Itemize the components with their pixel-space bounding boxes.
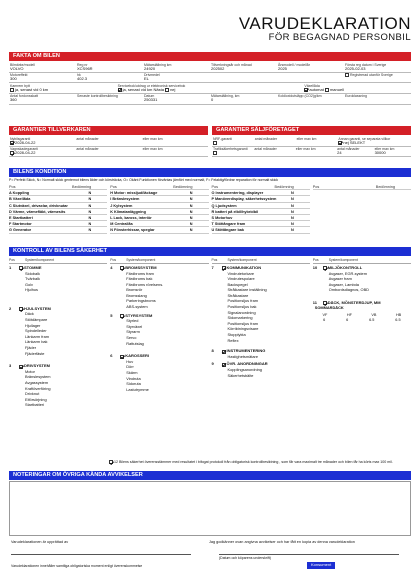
vehicle-row-4: Antal fordonsskatt 360 Senaste kontrollbesiktning Datum 250331 Mätarställning, km 0 Koldioxidutsläpp (CO2)g/km Euroklassning bbox=[9, 94, 411, 105]
traffic-warranty-checkbox[interactable] bbox=[213, 151, 217, 155]
control-group: 6 KAROSSERI Huv Dörr Skärm Vindruta Sidoruta Lastutrymme bbox=[110, 353, 150, 392]
service-book-cell: Servicebok/utdrag ur elektronisk servicebok ja, senast vid km Nästa nej bbox=[117, 83, 186, 92]
section-control: KONTROLL AV BILENS SÄKERHET bbox=[9, 247, 411, 256]
control-col-4: Pos System/komponent 10 MILJÖKONTROLL Avgaser, EGR-system Avgaser fram Avgaser, Lambda Ombordsdiagnos, OBD 11 DÄCK, MÖNSTERDJUP, MM SOMMARDÄCK VF HF VB HB 6 6 6.5 6.5 bbox=[313, 259, 411, 408]
control-group: 2 HJULSYSTEM Däck Stötdämpare Hjullager Spindelleder Länkarm fram Länkarm bak Fjäder Fjäderfäste bbox=[9, 305, 51, 356]
karosseri-checkbox[interactable] bbox=[120, 355, 124, 359]
condition-item: E Startbatteri N bbox=[9, 215, 107, 221]
condition-item: B Växellåda N bbox=[9, 196, 107, 202]
vehicle-row-3 bbox=[9, 83, 411, 94]
condition-col-3: Pos Bedömning O Instrumentering, displayer N P Manöverdisplay, säkerhetssystem N Q Ljudsystem N R batteri på elbil/hybridbil N S Motorhuv N T Stöttångare fram N U Stöttångare bak N bbox=[212, 184, 310, 234]
control-group: 8 INSTRUMENTERING Hastighetsmätare bbox=[211, 348, 266, 359]
brand-model-cell: Bilmärke/modell VOLVO bbox=[10, 62, 35, 71]
miljo-checkbox[interactable] bbox=[323, 266, 327, 270]
hjulsystem-checkbox[interactable] bbox=[19, 307, 23, 311]
condition-item: K Klimatanläggning N bbox=[110, 209, 208, 215]
control-col-2: Pos System/komponent 4 BROMSSYSTEM Färdbroms fram Färdbroms bak Färdbroms rörelsens. Bromsrör Bromsslang Parkeringsbroms ABS-system 5 STYRSYSTEM Styrled Styrväxel Styrarm Servo Rattutslag 6 KAROSSERI Huv Dörr Skärm Vindruta Sidoruta Lastutrymme bbox=[110, 259, 208, 408]
section-notes: NOTERINGAR OM ÖVRIGA KÄNDA AVVIKELSER bbox=[9, 471, 411, 480]
kommunikation-checkbox[interactable] bbox=[222, 266, 226, 270]
section-condition: BILENS KONDITION bbox=[9, 168, 411, 177]
model-year-cell: Årsmodell / modellår 2025 bbox=[278, 62, 310, 71]
condition-item: H Motor: missljud/läckage N bbox=[110, 190, 208, 196]
power-kw-cell: Motoreffekt 300 bbox=[10, 73, 28, 82]
stomme-checkbox[interactable] bbox=[19, 266, 23, 270]
condition-item: T Stöttångare fram N bbox=[212, 221, 310, 227]
condition-item: L Lack, kaross, interiör N bbox=[110, 215, 208, 221]
timing-belt-checkbox[interactable] bbox=[10, 88, 14, 92]
tire-depth-head: VF HF VB HB bbox=[322, 313, 402, 318]
condition-col-1: Pos Bedömning A Koppling N B Växellåda N C Slutväxel, drivaxlar, drivknutar N D Värme, värmefläkt, värmesits N E Startbatteri N F Startmotor N G Generator N bbox=[9, 184, 107, 234]
styr-checkbox[interactable] bbox=[120, 314, 124, 318]
fuel-cell: Drivmedel EL bbox=[144, 73, 160, 82]
consumer-badge: Konsument bbox=[307, 562, 335, 569]
gearbox-automat-checkbox[interactable] bbox=[304, 88, 308, 92]
nrf-warranty-checkbox[interactable] bbox=[213, 141, 217, 145]
condition-item: P Manöverdisplay, säkerhetssystem N bbox=[212, 196, 310, 202]
logo-area bbox=[9, 12, 79, 46]
section-maker-warranty: GARANTIER TILLVERKAREN bbox=[9, 126, 208, 135]
inspection-note: 12 Bilens säkerhet överensstämmer med resultatet i bifogat protokoll från obligatorisk kontrollbesiktning , som får vara maximalt tre månader och bilen får ha körts max 100 mil. bbox=[109, 460, 409, 464]
condition-item: I Bränslesystem N bbox=[110, 196, 208, 202]
condition-item: A Koppling N bbox=[9, 190, 107, 196]
gearbox-cell: Växellåda automat manuell bbox=[304, 83, 344, 92]
control-group: 1 STOMME Sidobalk Tvärbalk Golv Hjulhus bbox=[9, 264, 42, 293]
control-col-1: Pos System/komponent 1 STOMME Sidobalk Tvärbalk Golv Hjulhus 2 HJULSYSTEM Däck Stötdämpare Hjullager Spindelleder Länkarm fram Länkarm bak Fjäder Fjäderfäste 3 DRIVSYSTEM Motor Bränslesystem Avgassystem Kraftöverföring Drivknut Elförsörjning Startbatteri bbox=[9, 259, 107, 408]
seller-signature-line[interactable] bbox=[11, 554, 191, 556]
condition-col-2: Pos Bedömning H Motor: missljud/läckage N I Bränslesystem N J Kylsystem N K Klimatanläggning N L Lack, kaross, interiör N M Centrallås N N Fönsterhissar, speglar N bbox=[110, 184, 208, 234]
dack-checkbox[interactable] bbox=[323, 301, 327, 305]
condition-item: S Motorhuv N bbox=[212, 215, 310, 221]
vehicle-facts bbox=[9, 62, 411, 105]
control-group: 9 ÖVR. ANORDNINGAR Kopplingsanordning Säkerhetsbälte bbox=[211, 361, 268, 378]
service-yes-checkbox[interactable] bbox=[118, 88, 122, 92]
condition-item: C Slutväxel, drivaxlar, drivknutar N bbox=[9, 203, 107, 209]
other-warranty-checkbox[interactable] bbox=[338, 141, 342, 145]
condition-item: F Startmotor N bbox=[9, 221, 107, 227]
condition-item: U Stöttångare bak N bbox=[212, 227, 310, 233]
condition-item: D Värme, värmefläkt, värmesits N bbox=[9, 209, 107, 215]
page-subtitle: FÖR BEGAGNAD PERSONBIL bbox=[268, 32, 411, 43]
drivsystem-checkbox[interactable] bbox=[19, 365, 23, 369]
section-seller-warranty: GARANTIER SÄLJFÖRETAGET bbox=[212, 126, 411, 135]
vehicle-row-2 bbox=[9, 73, 411, 84]
broms-checkbox[interactable] bbox=[120, 266, 124, 270]
reg-cell: Reg nr XCS96R bbox=[77, 62, 93, 71]
condition-item: O Instrumentering, displayer N bbox=[212, 190, 310, 196]
manufacture-cell: Tillverkningsår och månad 202502 bbox=[211, 62, 252, 71]
footer-note: Varudeklarationen innehåller samtliga obligatoriska moment enligt överenskommelse bbox=[11, 564, 143, 568]
inspection-checkbox[interactable] bbox=[109, 460, 113, 464]
odometer-cell: Mätarställning km 24920 bbox=[144, 62, 172, 71]
seller-warranty: NRF-garanti antal månader eller max km Annan garanti, se separata villkor nej SELEKT Trafiksäkerhetsgaranti antal månader eller max km antal månader 24 eller max km 30000 bbox=[212, 136, 411, 157]
condition-item: R batteri på elbil/hybridbil N bbox=[212, 209, 310, 215]
control-group: 11 DÄCK, MÖNSTERDJUP, MM SOMMARDÄCK VF HF VB HB 6 6 6.5 6.5 bbox=[313, 301, 411, 323]
control-col-3: Pos System/komponent 7 KOMMUNIKATION Vindrutetorkare Vindrutespolare Backspegel Strålkastare inställning Strålkastare Positionsljus fram Positionsljus bak Signalanordning Sidomarkering Positionsljus fram Körriktningsvisare Stopplykta Reflex 8 INSTRUMENTERING Hastighetsmätare 9 ÖVR. ANORDNINGAR Kopplingsanordning Säkerhetsbälte bbox=[212, 259, 310, 408]
control-group: 3 DRIVSYSTEM Motor Bränslesystem Avgassystem Kraftöverföring Drivknut Elförsörjning Startbatteri bbox=[9, 363, 51, 408]
service-no-checkbox[interactable] bbox=[165, 88, 169, 92]
notes-field[interactable] bbox=[9, 481, 411, 536]
new-car-warranty-checkbox[interactable] bbox=[10, 141, 14, 145]
condition-columns bbox=[9, 184, 411, 234]
control-group: 7 KOMMUNIKATION Vindrutetorkare Vindrutespolare Backspegel Strålkastare inställning Strålkastare Positionsljus fram Positionsljus bak Signalanordning Sidomarkering Positionsljus fram Körriktningsvisare Stopplykta Reflex bbox=[211, 264, 267, 343]
vehicle-row-1 bbox=[9, 62, 411, 73]
damage-warranty-checkbox[interactable] bbox=[10, 151, 14, 155]
buyer-signature-line[interactable]: (Datum och köparens underskrift) bbox=[219, 554, 399, 560]
page-title: VARUDEKLARATION bbox=[238, 14, 411, 33]
control-group: 10 MILJÖKONTROLL Avgaser, EGR-system Avgaser fram Avgaser, Lambda Ombordsdiagnos, OBD bbox=[312, 264, 369, 293]
condition-item: G Generator N bbox=[9, 227, 107, 233]
condition-item: Q Ljudsystem N bbox=[212, 203, 310, 209]
declaration-page: VARUDEKLARATION FÖR BEGAGNAD PERSONBIL FAKTA OM BILEN Bilmärke/modell VOLVO Reg nr XCS96R Mätarställning km 24920 Tillverkningsår och månad 202502 Årsmodell / modellår 2025 Första reg datum i Sverige 2025-02-03 Motoreffekt 300 hk 402.3 Drivmedel EL Registrerad utanför Sverige Kamrem bytt ja, senast vid 0 km Servicebok/utdrag ur elektronisk servicebok ja, senast vid km Nästa nej Växellåda automat manuell Antal fordonsskatt 360 Senaste kontrollbesiktning Datum 250331 Mätarställning, km 0 Koldioxidutsläpp (CO2)g/km Euroklassning GARANTIER TILLVERKAREN GARANTIER SÄLJFÖRETAGET Nybilsgaranti 2028-04-22 antal månader eller max km Vagnskadegaranti 2028-04-22 antal månader eller max km NRF-garanti antal månader eller max km Annan garanti, se separata villkor nej SELEKT Trafiksäkerhetsgaranti antal månader eller max km antal månader 24 eller max km 30000 BILENS KONDITION P= Perfekt Skick, N= Normalt skick gentemot bilens ålder och körsträcka, O= Okänt Funktionen förväntas jämfört med normalt, F= Felaktig/fördrar reparation för normalt skick Pos Bedömning A Koppling N B Växellåda N C Slutväxel, drivaxlar, drivknutar N D Värme, värmefläkt, värmesits N E Startbatteri N F Startmotor N G Generator N Pos Bedömning H Motor: missljud/läckage N I Bränslesystem N J Kylsystem N K Klimatanläggning N L Lack, kaross, interiör N M Centrallås N N Fönsterhissar, speglar N Pos Bedömning O Instrumentering, displayer N P Manöverdisplay, säkerhetssystem N Q Ljudsystem N R batteri på elbil/hybridbil N S Motorhuv N T Stöttångare fram N U Stöttångare bak N Pos Bedömning KONTROLL AV BILENS SÄKERHET Pos System/komponent 1 STOMME Sidobalk Tvärbalk Golv Hjulhus 2 HJULSYSTEM Däck Stötdämpare Hjullager Spindelleder Länkarm fram Länkarm bak Fjäder Fjäderfäste 3 DRIVSYSTEM Motor Bränslesystem Avgassystem Kraftöverföring Drivknut Elförsörjning Startbatteri Pos System/komponent 4 BROMSSYSTEM Färdbroms fram Färdbroms bak Färdbroms rörelsens. Bromsrör Bromsslang Parkeringsbroms ABS-system 5 STYRSYSTEM Styrled Styrväxel Styrarm Servo Rattutslag 6 KAROSSERI Huv Dörr Skärm Vindruta Sidoruta Lastutrymme Pos System/komponent 7 KOMMUNIKATION Vindrutetorkare Vindrutespolare Backspegel Strålkastare inställning Strålkastare Positionsljus fram Positionsljus bak Signalanordning Sidomarkering Positionsljus fram Körriktningsvisare Stopplykta Reflex 8 INSTRUMENTERING Hastighetsmätare 9 ÖVR. ANORDNINGAR Kopplingsanordning Säkerhetsbälte Pos System/komponent 10 MILJÖKONTROLL Avgaser, EGR-system Avgaser fram Avgaser, Lambda Ombordsdiagnos, OBD 11 DÄCK, MÖNSTERDJUP, MM SOMMARDÄCK VF HF VB HB 6 6 6.5 6.5 12 Bilens säkerhet överensstämmer med resultatet i bifogat protokoll från obligatorisk kontrollbesiktning , som får vara maximalt tre månader och bilen får ha körts max 100 mil. NOTERINGAR OM ÖVRIGA KÄNDA AVVIKELSER Varudeklarationen är upprättad av Jag godkänner ovan angivna avvikelser och har fått en kopia av denna varudeklaration (Datum och köparens underskrift) Varudeklarationen innehåller samtliga obligatoriska moment enligt överenskommelse Konsument bbox=[9, 14, 411, 568]
control-group: 4 BROMSSYSTEM Färdbroms fram Färdbroms bak Färdbroms rörelsens. Bromsrör Bromsslang Parkeringsbroms ABS-system bbox=[110, 264, 164, 310]
condition-legend: P= Perfekt Skick, N= Normalt skick gentemot bilens ålder och körsträcka, O= Okänt Funktionen förväntas jämfört med normalt, F= Felaktig/fördrar reparation för normalt skick bbox=[9, 178, 279, 182]
first-reg-cell: Första reg datum i Sverige 2025-02-03 bbox=[345, 62, 387, 71]
gearbox-manual-checkbox[interactable] bbox=[325, 88, 329, 92]
power-hk-cell: hk 402.3 bbox=[77, 73, 88, 82]
maker-warranty: Nybilsgaranti 2028-04-22 antal månader eller max km Vagnskadegaranti 2028-04-22 antal månader eller max km bbox=[9, 136, 208, 157]
condition-item: N Fönsterhissar, speglar N bbox=[110, 227, 208, 233]
condition-item: J Kylsystem N bbox=[110, 203, 208, 209]
foreign-reg-cell: Registrerad utanför Sverige bbox=[344, 73, 411, 83]
instrument-checkbox[interactable] bbox=[222, 350, 226, 354]
condition-item: M Centrallås N bbox=[110, 221, 208, 227]
control-columns bbox=[9, 259, 411, 408]
section-vehicle: FAKTA OM BILEN bbox=[9, 52, 411, 61]
timing-belt-cell: Kamrem bytt ja, senast vid 0 km bbox=[10, 83, 49, 92]
foreign-reg-checkbox[interactable] bbox=[345, 73, 349, 77]
control-group: 5 STYRSYSTEM Styrled Styrväxel Styrarm Servo Rattutslag bbox=[110, 312, 153, 346]
ovr-checkbox[interactable] bbox=[222, 363, 226, 367]
condition-col-4: Pos Bedömning bbox=[313, 184, 411, 234]
tire-depth-values: 6 6 6.5 6.5 bbox=[323, 318, 401, 323]
